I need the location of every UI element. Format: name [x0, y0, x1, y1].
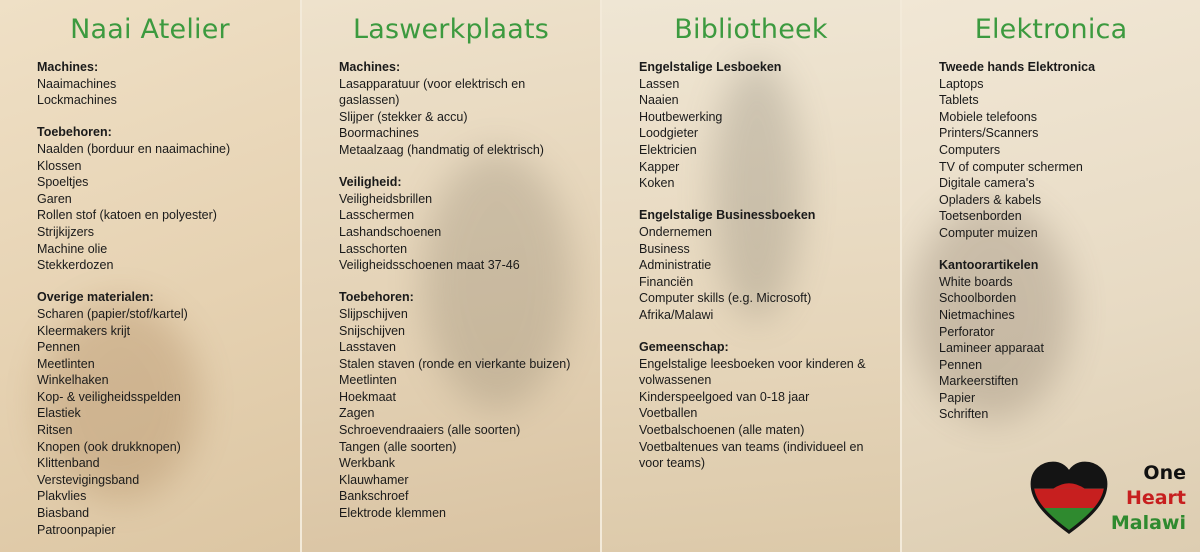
list-item: Snijschijven	[339, 323, 406, 338]
list-item: Ondernemen	[639, 224, 712, 239]
list-item: Schriften	[939, 407, 989, 422]
section-title: Tweede hands Elektronica	[939, 60, 1096, 74]
item-list	[339, 76, 580, 159]
list-item: Naaimachines	[37, 76, 117, 91]
list-item: Laptops	[939, 76, 984, 91]
column-title: Elektronica	[974, 14, 1128, 45]
section-title: Overige materialen:	[37, 290, 154, 305]
section-title: Toebehoren:	[37, 125, 112, 140]
list-item: Slijpschijven	[339, 306, 408, 321]
list-item: Voetbaltenues van teams (individueel en voor teams)	[639, 439, 864, 471]
logo-word-malawi: Malawi	[1110, 511, 1186, 534]
list-item: Winkelhaken	[37, 373, 109, 388]
list-item: Houtbewerking	[639, 109, 723, 124]
item-list	[639, 224, 880, 324]
section-title: Engelstalige Businessboeken	[639, 208, 816, 223]
list-item: Metaalzaag (handmatig of elektrisch)	[339, 142, 544, 157]
list-item: Afrika/Malawi	[639, 307, 714, 322]
list-item: Stekkerdozen	[37, 258, 114, 273]
column-title: Naai Atelier	[70, 14, 230, 45]
section-toebehoren	[339, 289, 580, 521]
column-naai-atelier	[0, 0, 300, 552]
list-item: Schroevendraaiers (alle soorten)	[339, 423, 521, 438]
list-item: Knopen (ook drukknopen)	[37, 439, 181, 454]
list-item: Markeerstiften	[939, 374, 1019, 389]
column-laswerkplaats	[300, 0, 600, 552]
list-item: Ritsen	[37, 423, 73, 438]
list-item: Financiën	[639, 274, 694, 289]
list-item: Garen	[37, 191, 72, 206]
column-bibliotheek	[600, 0, 900, 552]
list-item: Voetbalschoenen (alle maten)	[639, 423, 805, 438]
list-item: Stalen staven (ronde en vierkante buizen)	[339, 356, 571, 371]
logo-wordmark	[1111, 461, 1186, 536]
section-toebehoren	[37, 124, 280, 273]
list-item: Zagen	[339, 406, 375, 421]
list-item: Loodgieter	[639, 126, 699, 141]
section-engelstalige-lesboeken	[639, 59, 880, 192]
list-item: Schoolborden	[939, 291, 1017, 306]
column-title: Bibliotheek	[674, 14, 828, 45]
list-item: Elektricien	[639, 142, 697, 157]
list-item: Machine olie	[37, 241, 108, 256]
list-item: Hoekmaat	[339, 389, 396, 404]
section-title: Machines:	[339, 60, 401, 74]
one-heart-malawi-logo	[1029, 460, 1186, 536]
section-title: Engelstalige Lesboeken	[639, 60, 782, 74]
list-item: Lockmachines	[37, 93, 117, 108]
list-item: Kapper	[639, 159, 680, 174]
logo-word-one: One	[1143, 461, 1186, 484]
item-list	[37, 141, 280, 274]
list-item: Printers/Scanners	[939, 126, 1039, 141]
item-list	[639, 356, 880, 472]
list-item: Pennen	[939, 357, 983, 372]
list-item: Tangen (alle soorten)	[339, 439, 457, 454]
logo-word-heart: Heart	[1125, 486, 1186, 509]
item-list	[339, 306, 580, 522]
list-item: Biasband	[37, 506, 90, 521]
list-item: White boards	[939, 274, 1013, 289]
item-list	[939, 274, 1180, 423]
list-item: Papier	[939, 390, 976, 405]
list-item: Plakvlies	[37, 489, 87, 504]
list-item: Klossen	[37, 158, 82, 173]
list-item: Toetsenborden	[939, 209, 1022, 224]
list-item: Elastiek	[37, 406, 81, 421]
list-item: Kleermakers krijt	[37, 323, 131, 338]
item-list	[939, 76, 1180, 242]
list-item: Voetballen	[639, 406, 698, 421]
list-item: Elektrode klemmen	[339, 506, 446, 521]
malawi-flag-heart-icon	[1029, 460, 1109, 536]
list-item: Veiligheidsbrillen	[339, 191, 433, 206]
list-item: Mobiele telefoons	[939, 109, 1037, 124]
list-item: Veiligheidsschoenen maat 37-46	[339, 258, 520, 273]
list-item: Naalden (borduur en naaimachine)	[37, 141, 231, 156]
section-title: Kantoorartikelen	[939, 258, 1039, 273]
item-list	[639, 76, 880, 192]
list-item: Opladers & kabels	[939, 192, 1042, 207]
list-item: Lamineer apparaat	[939, 341, 1044, 356]
column-title: Laswerkplaats	[352, 14, 550, 45]
list-item: Lasapparatuur (voor elektrisch en gaslassen)	[339, 76, 526, 108]
list-item: Spoeltjes	[37, 175, 89, 190]
section-title: Toebehoren:	[339, 290, 414, 305]
section-title: Gemeenschap:	[639, 340, 729, 355]
list-item: Lasstaven	[339, 340, 396, 355]
list-item: Digitale camera's	[939, 176, 1035, 191]
list-item: Pennen	[37, 340, 81, 355]
section-kantoorartikelen	[939, 257, 1180, 423]
list-item: Klittenband	[37, 456, 100, 471]
list-item: Computer muizen	[939, 225, 1038, 240]
list-item: Rollen stof (katoen en polyester)	[37, 208, 217, 223]
list-item: Kop- & veiligheidsspelden	[37, 389, 181, 404]
section-tweede-hands-elektronica	[939, 59, 1180, 242]
list-item: Computers	[939, 142, 1001, 157]
item-list	[339, 191, 580, 274]
list-item: Boormachines	[339, 126, 419, 141]
list-item: Strijkijzers	[37, 224, 94, 239]
list-item: Meetlinten	[37, 356, 95, 371]
section-machines	[339, 59, 580, 159]
section-machines	[37, 59, 280, 109]
list-item: Verstevigingsband	[37, 472, 140, 487]
section-gemeenschap	[639, 339, 880, 472]
list-item: Kinderspeelgoed van 0-18 jaar	[639, 389, 810, 404]
section-overige-materialen	[37, 289, 280, 538]
section-title: Machines:	[37, 60, 99, 74]
list-item: Slijper (stekker & accu)	[339, 109, 468, 124]
section-engelstalige-businessboeken	[639, 207, 880, 323]
list-item: Tablets	[939, 93, 979, 108]
list-item: Werkbank	[339, 456, 396, 471]
list-item: Naaien	[639, 93, 679, 108]
list-item: Lasschorten	[339, 241, 408, 256]
item-list	[37, 76, 280, 109]
list-item: Nietmachines	[939, 307, 1015, 322]
list-item: Scharen (papier/stof/kartel)	[37, 306, 188, 321]
section-title: Veiligheid:	[339, 175, 402, 190]
list-item: Bankschroef	[339, 489, 409, 504]
list-item: Klauwhamer	[339, 472, 409, 487]
list-item: Lassen	[639, 76, 680, 91]
list-item: Meetlinten	[339, 373, 397, 388]
list-item: Engelstalige leesboeken voor kinderen & volwassenen	[639, 356, 866, 388]
list-item: Koken	[639, 176, 675, 191]
list-item: Administratie	[639, 258, 712, 273]
list-item: Patroonpapier	[37, 522, 116, 537]
section-veiligheid	[339, 174, 580, 274]
list-item: Computer skills (e.g. Microsoft)	[639, 291, 812, 306]
item-list	[37, 306, 280, 538]
list-item: Business	[639, 241, 690, 256]
list-item: Lasschermen	[339, 208, 415, 223]
list-item: TV of computer schermen	[939, 159, 1083, 174]
list-item: Perforator	[939, 324, 995, 339]
list-item: Lashandschoenen	[339, 224, 442, 239]
